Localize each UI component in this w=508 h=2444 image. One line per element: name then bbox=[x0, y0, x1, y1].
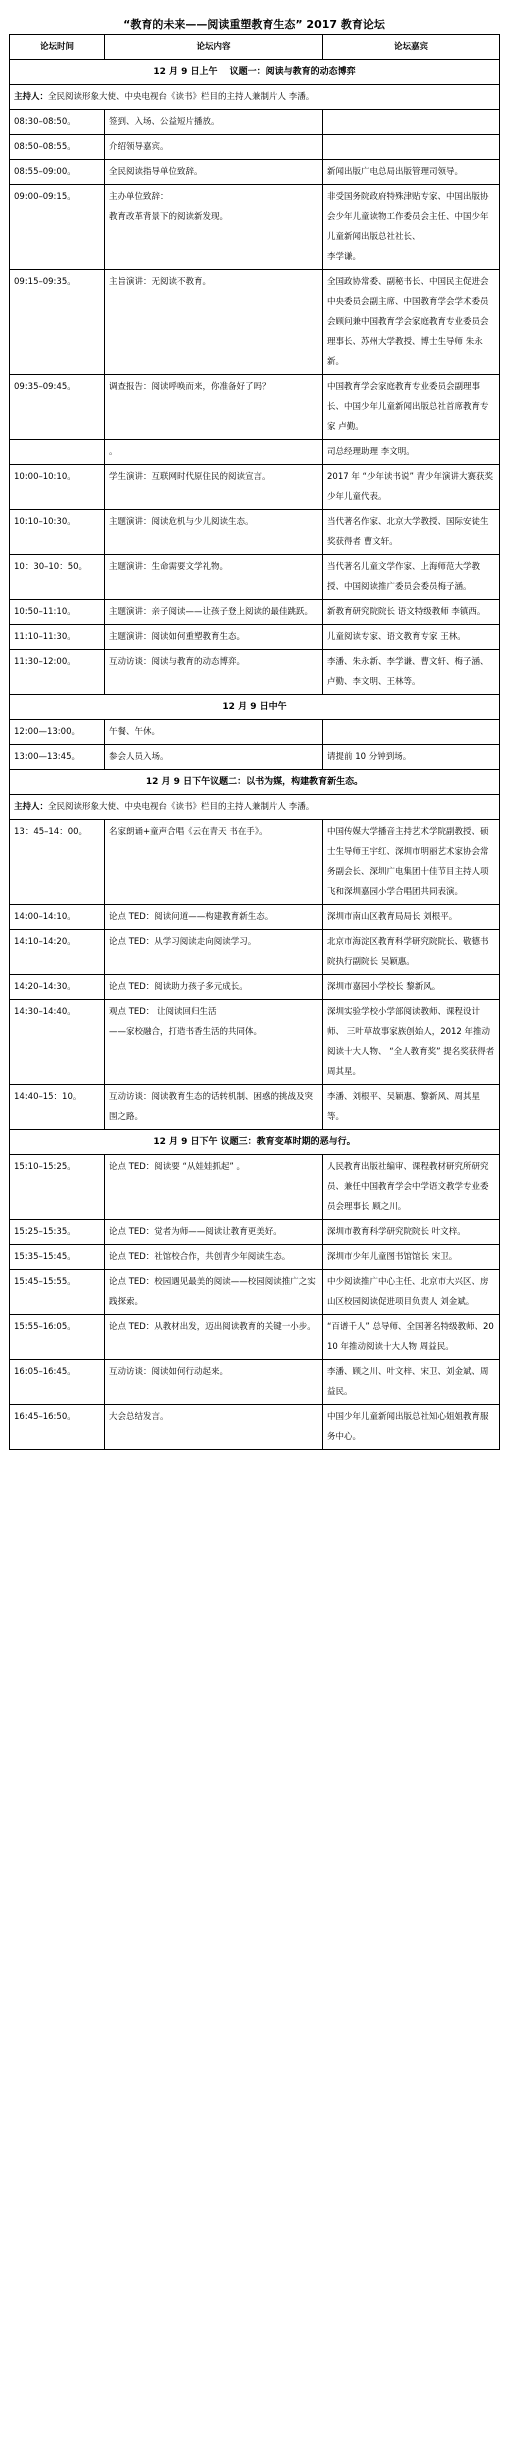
table-row bbox=[10, 510, 500, 555]
content-cell: 学生演讲：互联网时代原住民的阅读宣言。 bbox=[105, 465, 323, 510]
content-cell: 签到、入场、公益短片播放。 bbox=[105, 110, 323, 135]
guest-cell: 当代著名作家、北京大学教授、国际安徒生奖获得者 曹文轩。 bbox=[323, 510, 500, 555]
host-cell bbox=[10, 85, 500, 110]
table-row bbox=[10, 1315, 500, 1360]
guest-cell: 中国传媒大学播音主持艺术学院副教授、硕士生导师王宇红、深圳市明丽艺术家协会常务副会长、深圳广电集团十佳节目主持人项飞和深圳嘉园小学合唱团共同表演。 bbox=[323, 820, 500, 905]
time-cell: 09:00–09:15。 bbox=[10, 185, 105, 270]
content-cell: 论点 TED：阅读助力孩子多元成长。 bbox=[105, 975, 323, 1000]
guest-cell: 全国政协常委、副秘书长、中国民主促进会中央委员会副主席、中国教育学会学术委员会顾问兼中国教育学会家庭教育专业委员会理事长、苏州大学教授、博士生导师 朱永新。 bbox=[323, 270, 500, 375]
time-cell: 16:45–16:50。 bbox=[10, 1405, 105, 1450]
guest-cell: 中国教育学会家庭教育专业委员会副理事长、中国少年儿童新闻出版总社首席教育专家 卢勤。 bbox=[323, 375, 500, 440]
host-row bbox=[10, 85, 500, 110]
table-row bbox=[10, 1245, 500, 1270]
time-cell bbox=[10, 440, 105, 465]
content-cell: 参会人员入场。 bbox=[105, 745, 323, 770]
time-cell: 14:30–14:40。 bbox=[10, 1000, 105, 1085]
content-cell: 论点 TED：阅读问道——构建教育新生态。 bbox=[105, 905, 323, 930]
content-cell: 观点 TED： 让阅读回归生活 ——家校融合，打造书香生活的共同体。 bbox=[105, 1000, 323, 1085]
table-row bbox=[10, 110, 500, 135]
table-row bbox=[10, 1270, 500, 1315]
guest-cell: 请提前 10 分钟到场。 bbox=[323, 745, 500, 770]
table-row bbox=[10, 1405, 500, 1450]
guest-cell: 司总经理助理 李文明。 bbox=[323, 440, 500, 465]
content-cell: 论点 TED：校园遇见最美的阅读——校园阅读推广之实践探索。 bbox=[105, 1270, 323, 1315]
time-cell: 10:50–11:10。 bbox=[10, 600, 105, 625]
content-cell: 互动访谈：阅读教育生态的话转机制、困惑的挑战及突围之路。 bbox=[105, 1085, 323, 1130]
time-cell: 14:00–14:10。 bbox=[10, 905, 105, 930]
content-cell: 午餐、午休。 bbox=[105, 720, 323, 745]
table-row bbox=[10, 975, 500, 1000]
guest-cell: “百谱千人” 总导师、全国著名特级教师、2010 年推动阅读十大人物 周益民。 bbox=[323, 1315, 500, 1360]
table-row bbox=[10, 820, 500, 905]
table-row bbox=[10, 160, 500, 185]
time-cell: 15:10–15:25。 bbox=[10, 1155, 105, 1220]
table-row bbox=[10, 720, 500, 745]
section-heading-row bbox=[10, 695, 500, 720]
host-label: 主持人： bbox=[14, 92, 49, 102]
host-text: 全民阅读形象大使、中央电视台《读书》栏目的主持人兼制片人 李潘。 bbox=[48, 802, 315, 812]
time-cell: 11:30–12:00。 bbox=[10, 650, 105, 695]
document-title: “教育的未来——阅读重塑教育生态” 2017 教育论坛 bbox=[123, 18, 385, 31]
content-cell: 主旨演讲：无阅读不教育。 bbox=[105, 270, 323, 375]
guest-cell bbox=[323, 720, 500, 745]
table-row bbox=[10, 555, 500, 600]
content-cell: 互动访谈：阅读与教育的动态博弈。 bbox=[105, 650, 323, 695]
content-cell: 互动访谈：阅读如何行动起来。 bbox=[105, 1360, 323, 1405]
time-cell: 08:30–08:50。 bbox=[10, 110, 105, 135]
table-row bbox=[10, 1220, 500, 1245]
section-heading: 12 月 9 日下午议题二：以书为媒，构建教育新生态。 bbox=[10, 770, 500, 795]
time-cell: 15:45–15:55。 bbox=[10, 1270, 105, 1315]
schedule-body bbox=[10, 35, 500, 1450]
guest-cell: 李潘、顾之川、叶文梓、宋卫、刘金斌、周益民。 bbox=[323, 1360, 500, 1405]
time-cell: 08:55–09:00。 bbox=[10, 160, 105, 185]
guest-cell: 当代著名儿童文学作家、上海师范大学教授、中国阅读推广委员会委员梅子涵。 bbox=[323, 555, 500, 600]
table-row bbox=[10, 930, 500, 975]
content-cell: 。 bbox=[105, 440, 323, 465]
host-text: 全民阅读形象大使、中央电视台《读书》栏目的主持人兼制片人 李潘。 bbox=[48, 92, 315, 102]
time-cell: 11:10–11:30。 bbox=[10, 625, 105, 650]
section-heading: 12 月 9 日上午 议题一：阅读与教育的动态博弈 bbox=[10, 60, 500, 85]
table-row bbox=[10, 465, 500, 510]
guest-cell: 北京市海淀区教育科学研究院院长、敬德书院执行副院长 吴颖惠。 bbox=[323, 930, 500, 975]
table-row bbox=[10, 185, 500, 270]
time-cell: 15:25–15:35。 bbox=[10, 1220, 105, 1245]
guest-cell: 新闻出版广电总局出版管理司领导。 bbox=[323, 160, 500, 185]
guest-cell: 深圳市南山区教育局局长 刘根平。 bbox=[323, 905, 500, 930]
time-cell: 10：30–10：50。 bbox=[10, 555, 105, 600]
content-cell: 全民阅读指导单位致辞。 bbox=[105, 160, 323, 185]
table-row bbox=[10, 135, 500, 160]
time-cell: 12:00—13:00。 bbox=[10, 720, 105, 745]
time-cell: 13：45–14：00。 bbox=[10, 820, 105, 905]
content-cell: 论点 TED：觉者为师——阅读让教育更美好。 bbox=[105, 1220, 323, 1245]
section-heading: 12 月 9 日下午 议题三：教育变革时期的恶与行。 bbox=[10, 1130, 500, 1155]
table-row bbox=[10, 745, 500, 770]
guest-cell: 李潘、朱永新、李学谦、曹文轩、梅子涵、卢勤、李文明、王林等。 bbox=[323, 650, 500, 695]
table-row bbox=[10, 375, 500, 440]
header-content: 论坛内容 bbox=[105, 35, 323, 60]
time-cell: 14:20–14:30。 bbox=[10, 975, 105, 1000]
time-cell: 16:05–16:45。 bbox=[10, 1360, 105, 1405]
time-cell: 14:10–14:20。 bbox=[10, 930, 105, 975]
time-cell: 08:50–08:55。 bbox=[10, 135, 105, 160]
guest-cell: 新教育研究院院长 语文特级教师 李镇西。 bbox=[323, 600, 500, 625]
content-cell: 主办单位致辞： 教育改革背景下的阅读新发现。 bbox=[105, 185, 323, 270]
table-row bbox=[10, 1085, 500, 1130]
header-time: 论坛时间 bbox=[10, 35, 105, 60]
guest-cell: 人民教育出版社编审、课程教材研究所研究员、兼任中国教育学会中学语文教学专业委员会理事长 顾之川。 bbox=[323, 1155, 500, 1220]
table-header-row bbox=[10, 35, 500, 60]
guest-cell: 中少阅读推广中心主任、北京市大兴区、房山区校园阅读促进项目负责人 刘金斌。 bbox=[323, 1270, 500, 1315]
host-label: 主持人： bbox=[14, 802, 49, 812]
forum-schedule-table bbox=[9, 34, 500, 1450]
guest-cell: 深圳市教育科学研究院院长 叶文梓。 bbox=[323, 1220, 500, 1245]
section-heading: 12 月 9 日中午 bbox=[10, 695, 500, 720]
guest-cell: 深圳实验学校小学部阅读教师、课程设计师、 三叶草故事家族创始人，2012 年推动阅读十大人物、 “全人教育奖” 提名奖获得者 周其星。 bbox=[323, 1000, 500, 1085]
table-row bbox=[10, 650, 500, 695]
host-row bbox=[10, 795, 500, 820]
content-cell: 论点 TED：阅读要 “从娃娃抓起” 。 bbox=[105, 1155, 323, 1220]
section-heading-row bbox=[10, 1130, 500, 1155]
table-row bbox=[10, 440, 500, 465]
guest-cell: 深圳市嘉园小学校长 黎新风。 bbox=[323, 975, 500, 1000]
guest-cell: 2017 年 “少年读书说” 青少年演讲大赛获奖少年儿童代表。 bbox=[323, 465, 500, 510]
header-guest: 论坛嘉宾 bbox=[323, 35, 500, 60]
table-row bbox=[10, 1000, 500, 1085]
time-cell: 15:35–15:45。 bbox=[10, 1245, 105, 1270]
table-row bbox=[10, 270, 500, 375]
content-cell: 论点 TED：从教材出发，迈出阅读教育的关键一小步。 bbox=[105, 1315, 323, 1360]
section-heading-row bbox=[10, 60, 500, 85]
table-row bbox=[10, 600, 500, 625]
content-cell: 名家朗诵+童声合唱《云在青天 书在手》。 bbox=[105, 820, 323, 905]
content-cell: 论点 TED：社馆校合作，共创青少年阅读生态。 bbox=[105, 1245, 323, 1270]
time-cell: 15:55–16:05。 bbox=[10, 1315, 105, 1360]
table-row bbox=[10, 1155, 500, 1220]
time-cell: 10:00–10:10。 bbox=[10, 465, 105, 510]
guest-cell: 中国少年儿童新闻出版总社知心姐姐教育服务中心。 bbox=[323, 1405, 500, 1450]
guest-cell: 非受国务院政府特殊津贴专家、中国出版协会少年儿童读物工作委员会主任、中国少年儿童新闻出版总社社长、 李学谦。 bbox=[323, 185, 500, 270]
guest-cell: 深圳市少年儿童图书馆馆长 宋卫。 bbox=[323, 1245, 500, 1270]
time-cell: 13:00—13:45。 bbox=[10, 745, 105, 770]
table-row bbox=[10, 905, 500, 930]
guest-cell bbox=[323, 110, 500, 135]
time-cell: 14:40–15：10。 bbox=[10, 1085, 105, 1130]
content-cell: 介绍领导嘉宾。 bbox=[105, 135, 323, 160]
guest-cell: 儿童阅读专家、语文教育专家 王林。 bbox=[323, 625, 500, 650]
content-cell: 大会总结发言。 bbox=[105, 1405, 323, 1450]
content-cell: 主题演讲：阅读危机与少儿阅读生态。 bbox=[105, 510, 323, 555]
time-cell: 09:15–09:35。 bbox=[10, 270, 105, 375]
guest-cell: 李潘、刘根平、吴颖惠、黎新风、周其星等。 bbox=[323, 1085, 500, 1130]
content-cell: 调查报告：阅读呼唤而来，你准备好了吗？ bbox=[105, 375, 323, 440]
content-cell: 主题演讲：生命需要文学礼物。 bbox=[105, 555, 323, 600]
guest-cell bbox=[323, 135, 500, 160]
section-heading-row bbox=[10, 770, 500, 795]
table-row bbox=[10, 625, 500, 650]
table-row bbox=[10, 1360, 500, 1405]
content-cell: 主题演讲：亲子阅读——让孩子登上阅读的最佳跳跃。 bbox=[105, 600, 323, 625]
content-cell: 论点 TED：从学习阅读走向阅读学习。 bbox=[105, 930, 323, 975]
time-cell: 10:10–10:30。 bbox=[10, 510, 105, 555]
time-cell: 09:35–09:45。 bbox=[10, 375, 105, 440]
host-cell bbox=[10, 795, 500, 820]
content-cell: 主题演讲：阅读如何重塑教育生态。 bbox=[105, 625, 323, 650]
